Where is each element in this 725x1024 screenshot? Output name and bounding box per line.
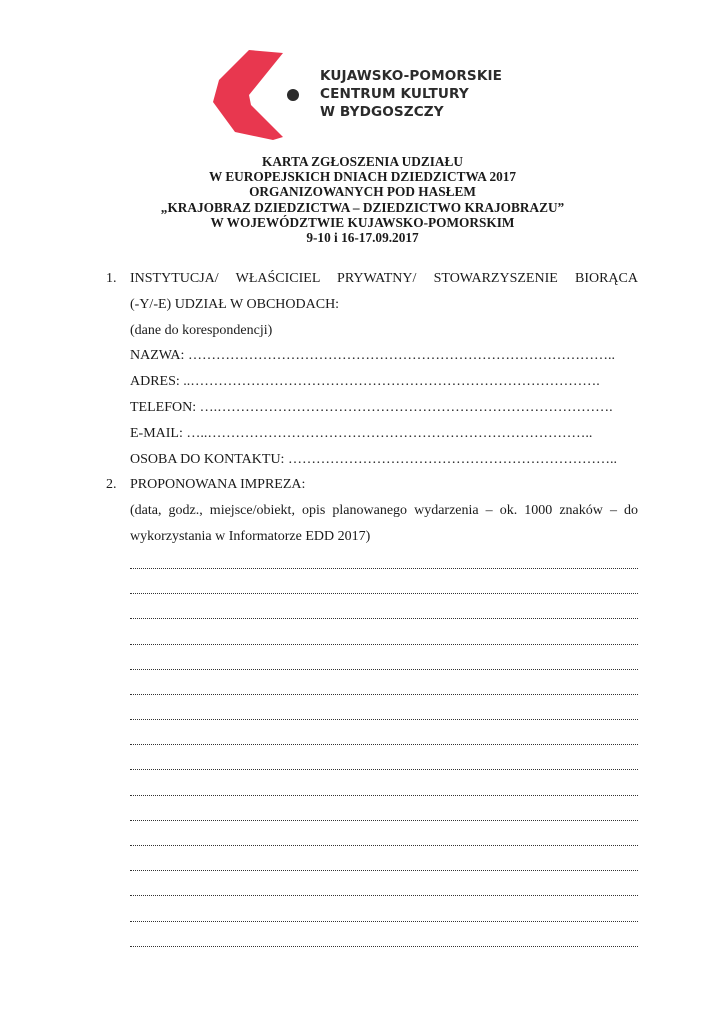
field-contact-person-dots: …………………………………………………………….. [287,451,617,467]
section-2-heading-text: PROPONOWANA IMPREZA: [130,477,306,493]
description-line[interactable] [130,751,638,776]
section-2-desc-line-2: wykorzystania w Informatorze EDD 2017) [130,528,371,544]
section-1-heading-line-1: INSTYTUCJA/ WŁAŚCICIEL PRYWATNY/ STOWARZYSZENIE BIORĄCA [130,271,638,286]
description-line[interactable] [130,902,638,927]
section-1-note: (dane do korespondencji) [130,322,273,338]
field-address[interactable] [130,369,638,395]
description-line[interactable] [130,802,638,827]
section-2-heading [106,472,638,498]
description-line[interactable] [130,600,638,625]
section-2-desc-line-1: (data, godz., miejsce/obiekt, opis planowanego wydarzenia – ok. 1000 znaków – do [130,503,638,519]
description-line[interactable] [130,852,638,877]
logo [213,50,523,140]
logo-text [320,67,502,121]
description-line[interactable] [130,550,638,575]
title-line-6: 9-10 i 16-17.09.2017 [306,230,419,246]
section-1-number: 1. [106,271,117,286]
section-1-heading [106,266,638,292]
logo-line-3: W BYDGOSZCZY [320,104,444,120]
field-email[interactable] [130,421,638,447]
field-contact-person[interactable] [130,447,638,473]
title-line-3: ORGANIZOWANYCH POD HASŁEM [249,184,476,200]
description-line[interactable] [130,776,638,801]
field-phone-dots: ….…………………………………………………………………………. [199,399,613,415]
description-line[interactable] [130,625,638,650]
event-description-lines[interactable] [106,550,638,953]
kpck-logo-mark-icon [213,50,303,140]
field-address-label: ADRES: [130,374,180,390]
logo-line-1: KUJAWSKO-POMORSKIE [320,68,502,84]
description-line[interactable] [130,827,638,852]
field-contact-person-label: OSOBA DO KONTAKTU: [130,451,285,467]
description-line[interactable] [130,651,638,676]
section-1-heading-line-2: (-Y/-E) UDZIAŁ W OBCHODACH: [130,296,340,312]
form-title [60,154,665,245]
description-line[interactable] [130,575,638,600]
field-phone-label: TELEFON: [130,399,197,415]
title-line-2: W EUROPEJSKICH DNIACH DZIEDZICTWA 2017 [208,169,517,185]
field-address-dots: ..……………………………………………………………………………. [183,374,600,390]
section-2-number: 2. [106,477,117,493]
form-content [106,266,638,953]
title-line-1: KARTA ZGŁOSZENIA UDZIAŁU [261,154,463,169]
title-line-4: „KRAJOBRAZ DZIEDZICTWA – DZIEDZICTWO KRAJOBRAZU” [160,199,565,215]
title-line-5: W WOJEWÓDZTWIE KUJAWSKO-POMORSKIM [210,214,515,230]
field-email-label: E-MAIL: [130,425,183,441]
logo-line-2: CENTRUM KULTURY [320,86,469,102]
field-name-dots: ……………………………………………………………………………….. [187,348,615,364]
field-phone[interactable] [130,395,638,421]
description-line[interactable] [130,701,638,726]
description-line[interactable] [130,928,638,953]
description-line[interactable] [130,726,638,751]
field-name[interactable] [130,343,638,369]
description-line[interactable] [130,676,638,701]
description-line[interactable] [130,877,638,902]
field-name-label: NAZWA: [130,348,185,364]
field-email-dots: …..……………………………………………………………………….. [186,425,593,441]
